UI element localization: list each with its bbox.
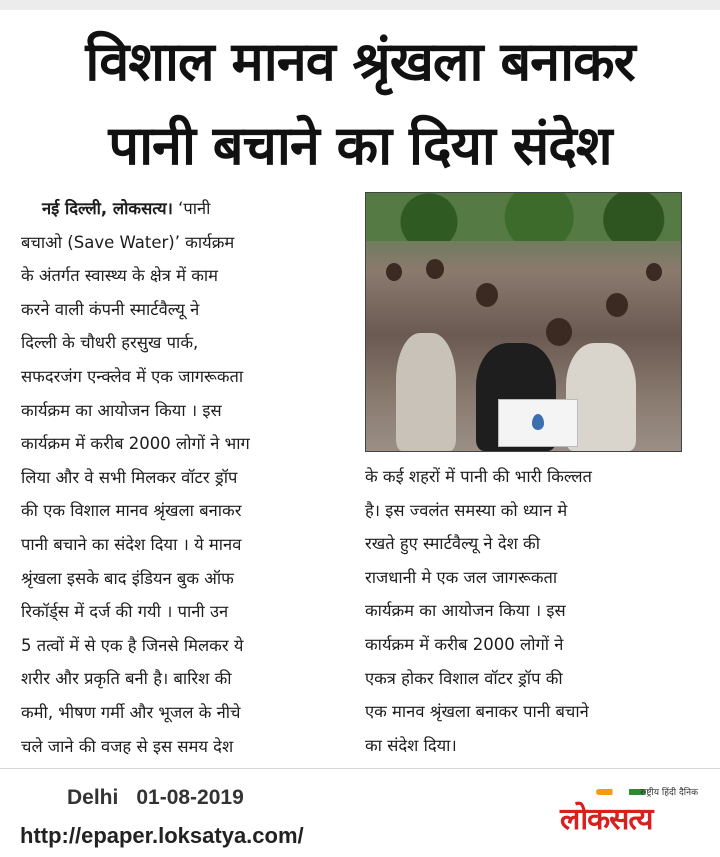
photo-crowd-head xyxy=(646,263,662,281)
article-line: चले जाने की वजह से इस समय देश xyxy=(21,736,234,756)
article-line: कार्यक्रम में करीब 2000 लोगों ने भाग xyxy=(21,434,250,454)
article-line: कार्यक्रम का आयोजन किया । इस xyxy=(365,601,566,621)
article-line-text: ‘पानी xyxy=(178,199,211,218)
logo-name: लोकसत्य xyxy=(560,802,653,837)
article-line: लिया और वे सभी मिलकर वॉटर ड्रॉप xyxy=(21,467,238,487)
headline-line-1: विशाल मानव श्रृंखला बनाकर xyxy=(85,30,635,93)
headline-line-2: पानी बचाने का दिया संदेश xyxy=(108,114,612,177)
news-photo xyxy=(365,192,682,452)
article-line: सफदरजंग एन्क्लेव में एक जागरूकता xyxy=(21,366,244,386)
photo-crowd-head xyxy=(386,263,402,281)
article-line: एक मानव श्रृंखला बनाकर पानी बचाने xyxy=(365,702,589,722)
article-line: करने वाली कंपनी स्मार्टवैल्यू ने xyxy=(21,299,200,319)
article-lead: नई दिल्ली, लोकसत्य। xyxy=(41,199,173,218)
water-drop-icon xyxy=(532,414,544,430)
article-line: दिल्ली के चौधरी हरसुख पार्क, xyxy=(21,333,199,353)
dateline-date: 01-08-2019 xyxy=(136,786,244,809)
article-line: एकत्र होकर विशाल वॉटर ड्रॉप की xyxy=(365,668,563,688)
source-url[interactable]: http://epaper.loksatya.com/ xyxy=(20,823,304,848)
photo-sign xyxy=(498,399,578,447)
article-line: का संदेश दिया। xyxy=(365,735,457,755)
flag-stripe-icon xyxy=(596,789,646,795)
article-line: श्रृंखला इसके बाद इंडियन बुक ऑफ xyxy=(21,568,234,588)
article-line: रिकॉर्ड्स में दर्ज की गयी । पानी उन xyxy=(21,602,229,622)
article-line: राजधानी मे एक जल जागरूकता xyxy=(365,567,558,587)
article-line: के अंतर्गत स्वास्थ्य के क्षेत्र में काम xyxy=(21,266,219,286)
footer-divider xyxy=(0,768,720,769)
photo-crowd-head xyxy=(426,259,444,279)
logo-tagline: राष्ट्रीय हिंदी दैनिक xyxy=(640,788,698,798)
article-column-left xyxy=(21,192,359,763)
article-line: कार्यक्रम में करीब 2000 लोगों ने xyxy=(365,634,564,654)
dateline xyxy=(67,786,244,810)
photo-crowd-head xyxy=(476,283,498,307)
loksatya-logo xyxy=(560,785,700,837)
photo-crowd-head xyxy=(546,318,572,346)
photo-trees xyxy=(366,193,681,241)
photo-crowd-head xyxy=(606,293,628,317)
headline xyxy=(0,20,720,188)
article-line xyxy=(21,192,359,226)
article-line: कमी, भीषण गर्मी और भूजल के नीचे xyxy=(21,702,241,722)
article-line: कार्यक्रम का आयोजन किया । इस xyxy=(21,400,222,420)
article-line: बचाओ (Save Water)’ कार्यक्रम xyxy=(21,232,235,252)
article-line: की एक विशाल मानव श्रृंखला बनाकर xyxy=(21,501,242,521)
article-line: रखते हुए स्मार्टवैल्यू ने देश की xyxy=(365,534,541,554)
top-bar xyxy=(0,0,720,10)
article-line: के कई शहरों में पानी की भारी किल्लत xyxy=(365,467,592,486)
article-line: शरीर और प्रकृति बनी है। बारिश की xyxy=(21,669,232,689)
photo-person xyxy=(396,333,456,451)
article-line: 5 तत्वों में से एक है जिनसे मिलकर ये xyxy=(21,635,244,655)
article-line: पानी बचाने का संदेश दिया । ये मानव xyxy=(21,534,242,554)
dateline-city: Delhi xyxy=(67,786,119,809)
article-line: है। इस ज्वलंत समस्या को ध्यान मे xyxy=(365,500,568,520)
article-column-right xyxy=(365,460,695,762)
